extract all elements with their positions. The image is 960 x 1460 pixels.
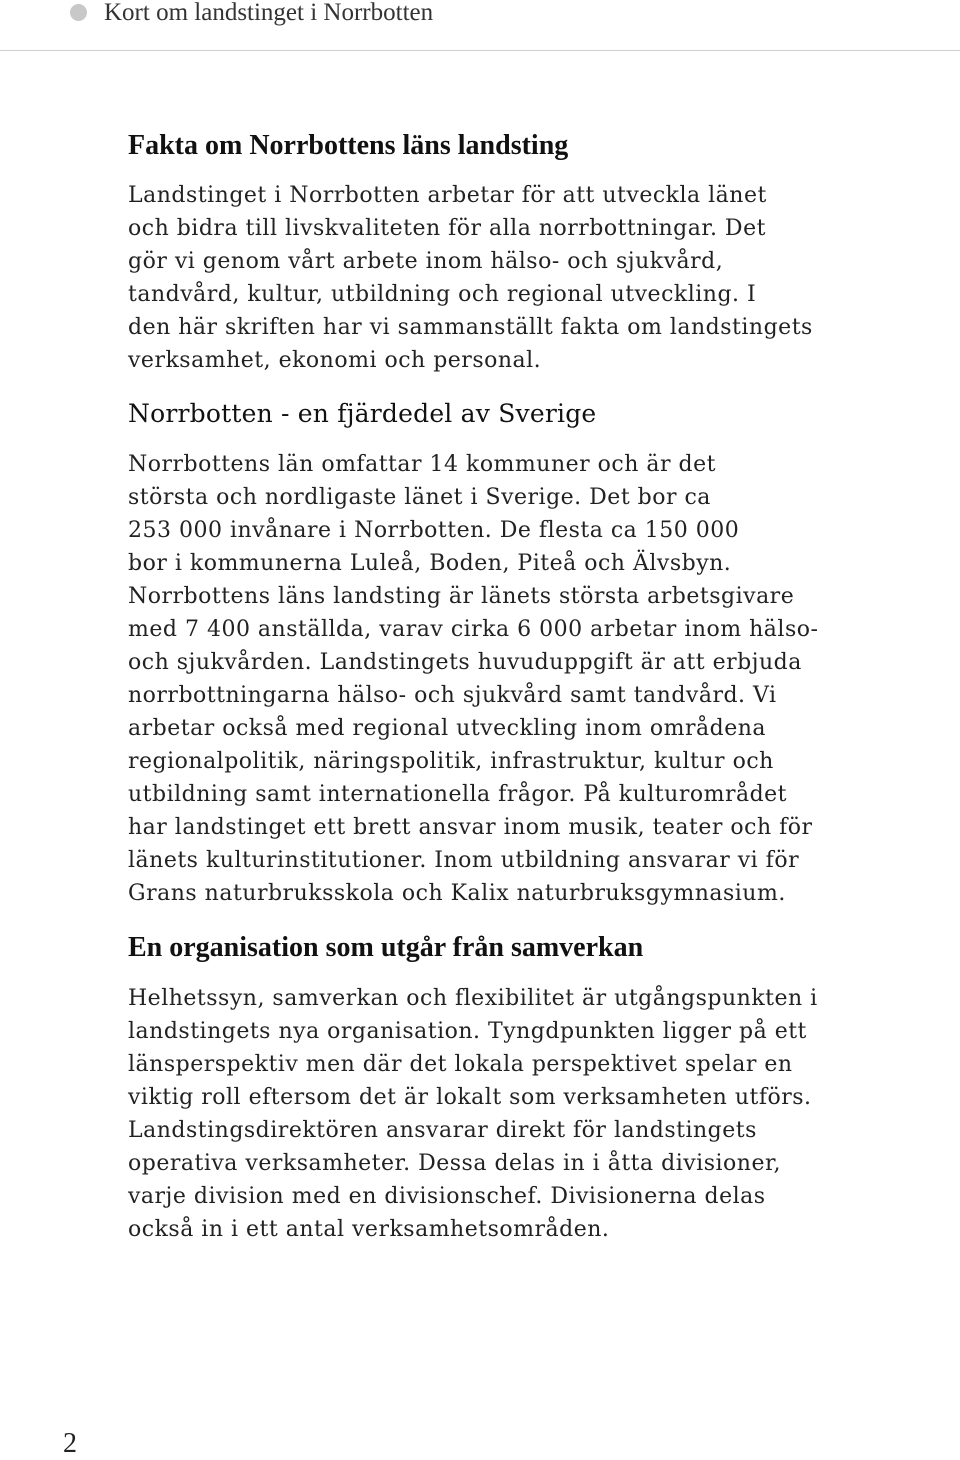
text-line: och bidra till livskvaliteten för alla norrbottningar. Det (128, 216, 766, 241)
text-line: arbetar också med regional utveckling inom områdena (128, 716, 767, 741)
text-line: största och nordligaste länet i Sverige. Det bor ca (128, 485, 711, 510)
text-line: viktig roll eftersom det är lokalt som verksamheten utförs. (128, 1085, 812, 1110)
text-line: med 7 400 anställda, varav cirka 6 000 arbetar inom hälso- (128, 617, 819, 642)
section-fakta (128, 128, 848, 377)
running-header (0, 0, 960, 51)
text-line: Grans naturbruksskola och Kalix naturbruksgymnasium. (128, 881, 786, 906)
section-paragraph (128, 179, 848, 377)
header-title: Kort om landstinget i Norrbotten (104, 0, 434, 26)
text-line: Norrbottens län omfattar 14 kommuner och är det (128, 452, 716, 477)
text-line: gör vi genom vårt arbete inom hälso- och sjukvård, (128, 249, 724, 274)
text-line: Landstingsdirektören ansvarar direkt för landstingets (128, 1118, 757, 1143)
section-paragraph (128, 982, 848, 1246)
text-line: länets kulturinstitutioner. Inom utbildning ansvarar vi för (128, 848, 800, 873)
text-line: verksamhet, ekonomi och personal. (128, 348, 542, 373)
section-paragraph (128, 448, 848, 910)
section-heading: Fakta om Norrbottens läns landsting (128, 130, 569, 161)
text-line: norrbottningarna hälso- och sjukvård samt tandvård. Vi (128, 683, 777, 708)
text-line: den här skriften har vi sammanställt fakta om landstingets (128, 315, 813, 340)
bullet-icon (70, 4, 87, 21)
text-line: operativa verksamheter. Dessa delas in i åtta divisioner, (128, 1151, 782, 1176)
section-norrbotten (128, 396, 848, 910)
text-line: varje division med en divisionschef. Divisionerna delas (128, 1184, 766, 1209)
text-line: landstingets nya organisation. Tyngdpunkten ligger på ett (128, 1019, 807, 1044)
text-line: tandvård, kultur, utbildning och regional utveckling. I (128, 282, 757, 307)
text-line: utbildning samt internationella frågor. På kulturområdet (128, 782, 788, 807)
section-organisation (128, 930, 848, 1246)
text-line: och sjukvården. Landstingets huvuduppgift är att erbjuda (128, 650, 802, 675)
section-heading: En organisation som utgår från samverkan (128, 932, 644, 963)
text-line: bor i kommunerna Luleå, Boden, Piteå och Älvsbyn. (128, 551, 732, 576)
text-line: Norrbottens läns landsting är länets största arbetsgivare (128, 584, 795, 609)
text-line: har landstinget ett brett ansvar inom musik, teater och för (128, 815, 813, 840)
text-line: länsperspektiv men där det lokala perspektivet spelar en (128, 1052, 793, 1077)
text-line: också in i ett antal verksamhetsområden. (128, 1217, 610, 1242)
section-heading: Norrbotten - en fjärdedel av Sverige (128, 399, 597, 428)
page-content (128, 128, 848, 1246)
text-line: Helhetssyn, samverkan och flexibilitet är utgångspunkten i (128, 986, 818, 1011)
text-line: Landstinget i Norrbotten arbetar för att utveckla länet (128, 183, 767, 208)
text-line: regionalpolitik, näringspolitik, infrastruktur, kultur och (128, 749, 774, 774)
text-line: 253 000 invånare i Norrbotten. De flesta ca 150 000 (128, 518, 740, 543)
page-number: 2 (63, 1428, 77, 1459)
